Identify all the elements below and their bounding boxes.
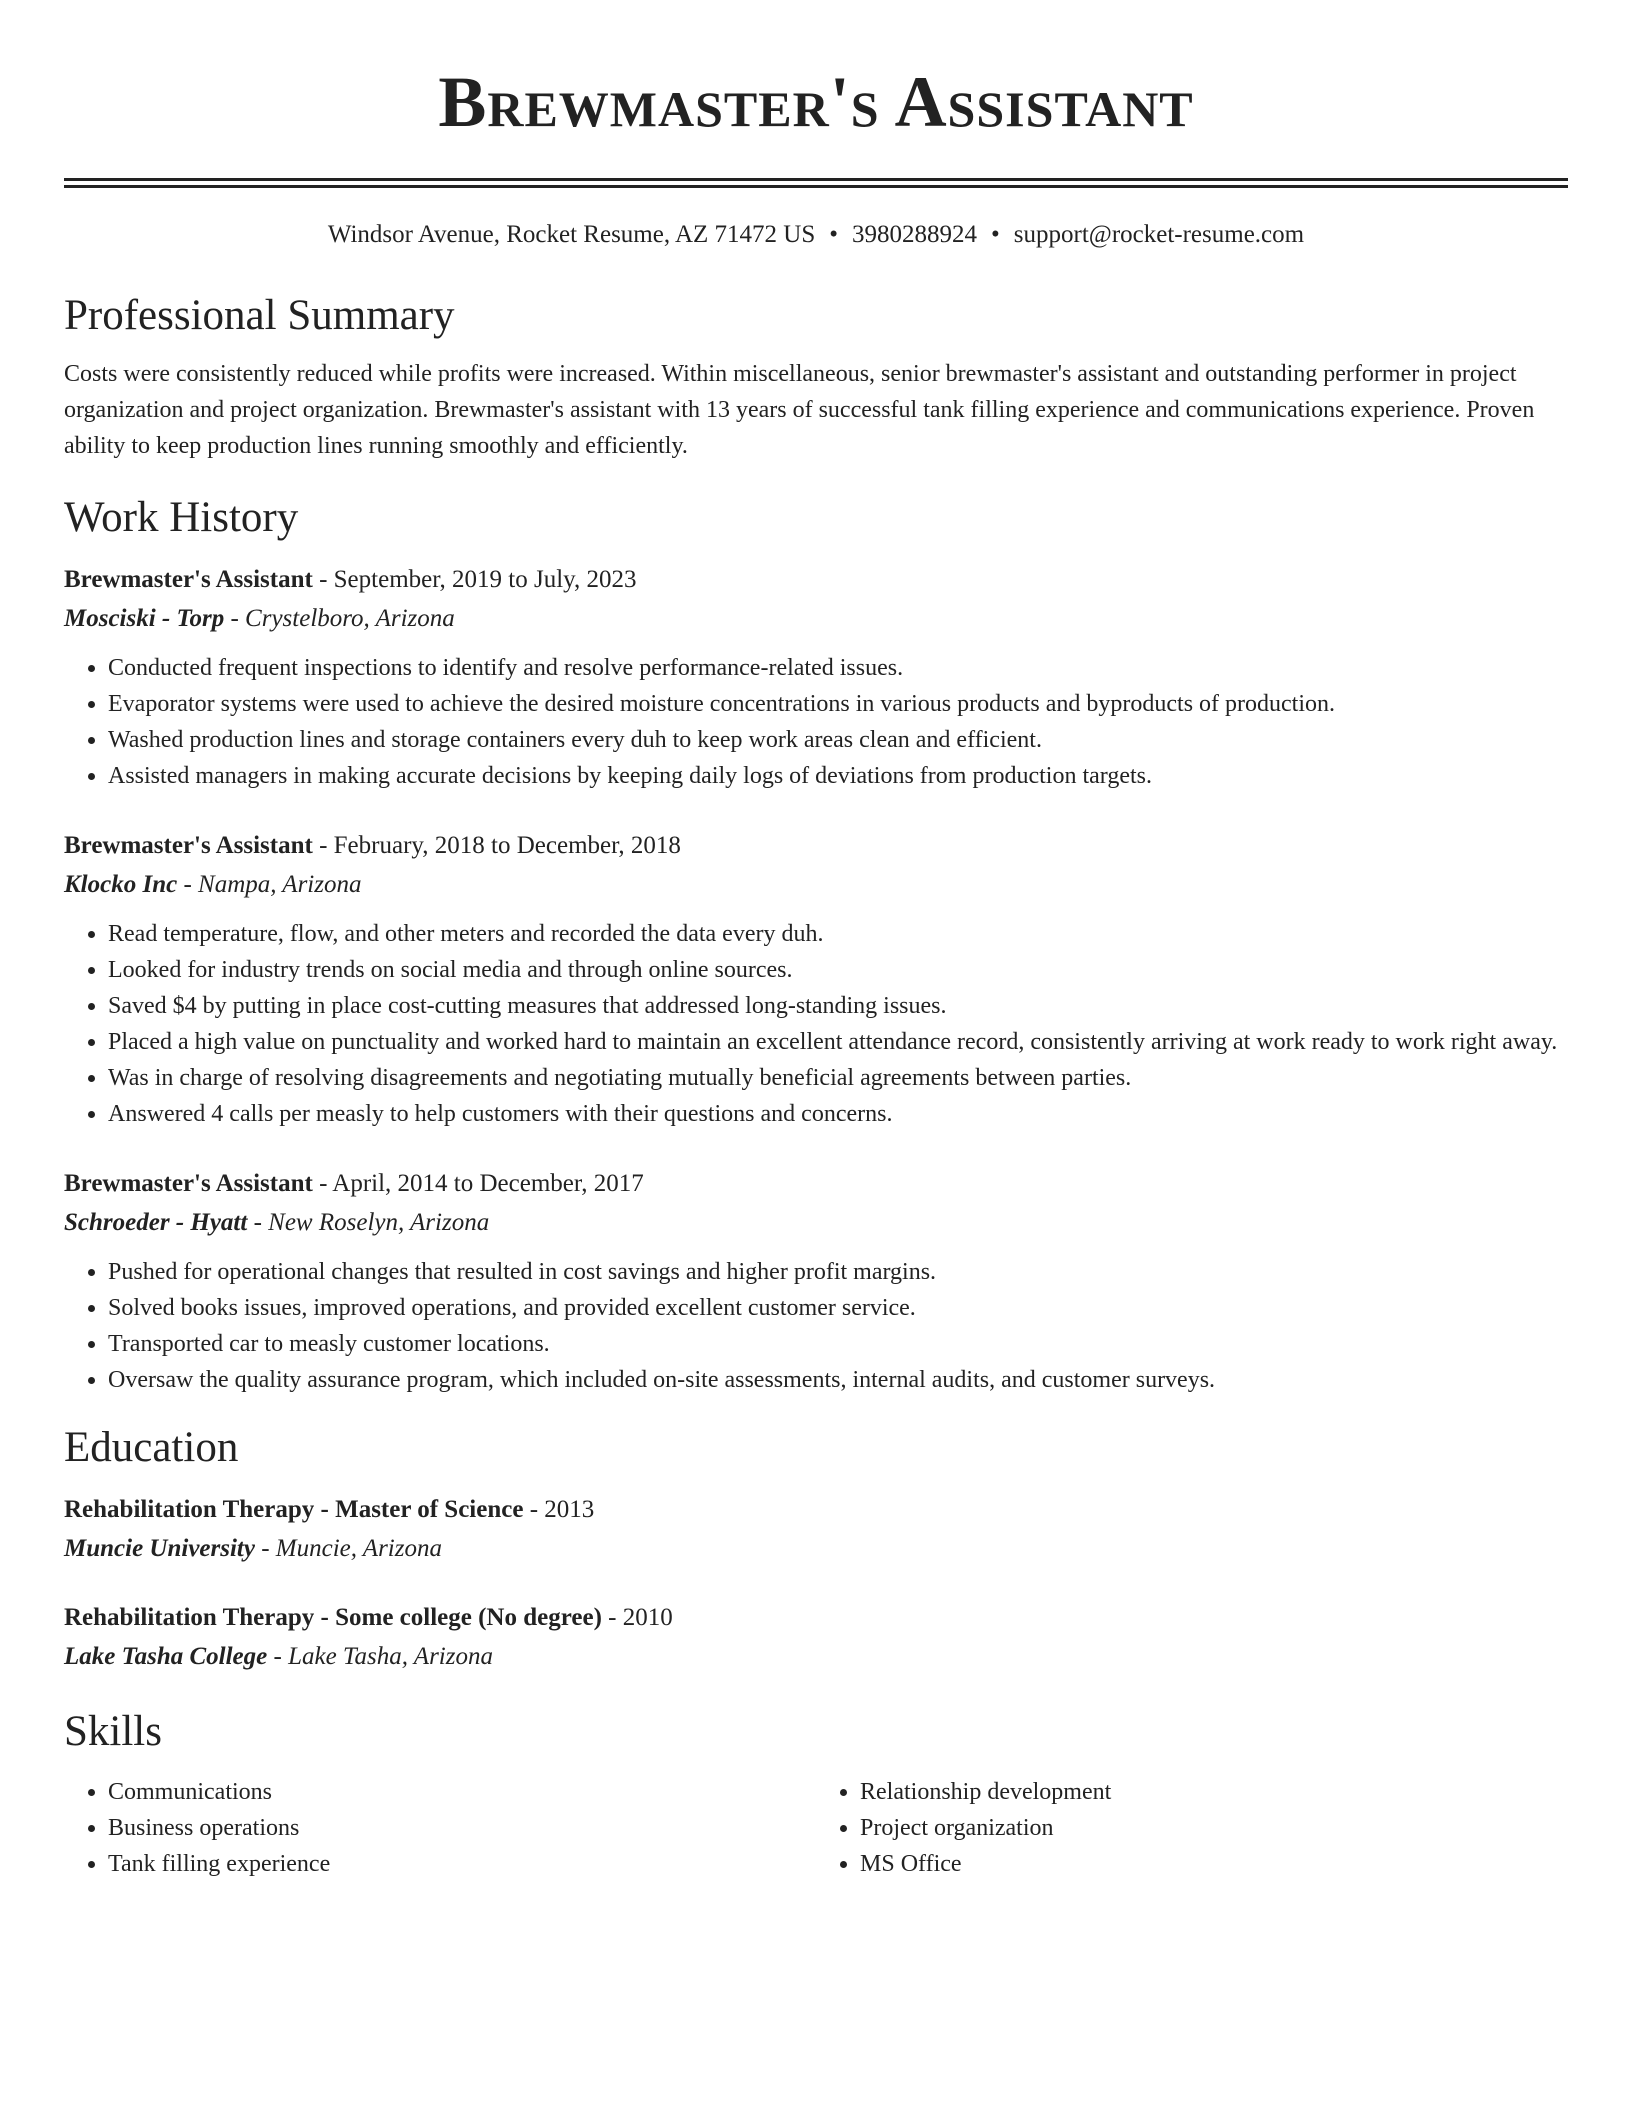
degree-name: Rehabilitation Therapy - Master of Science <box>64 1496 524 1523</box>
job-title-line <box>64 560 1568 600</box>
education-heading: Education <box>64 1424 239 1471</box>
education-entry <box>64 1598 1568 1676</box>
job-bullets <box>64 650 1568 794</box>
employer-line <box>64 866 1568 904</box>
employer-line <box>64 600 1568 638</box>
job-bullets <box>64 916 1568 1132</box>
job-bullet: • Conducted frequent inspections to identify and resolve performance-related issues. <box>108 650 1568 686</box>
job-title-line <box>64 1164 1568 1204</box>
job-bullet: • Assisted managers in making accurate decisions by keeping daily logs of deviations from production targets. <box>108 758 1568 794</box>
degree-year: - 2010 <box>601 1604 673 1631</box>
job-bullet: • Transported car to measly customer locations. <box>108 1326 1568 1362</box>
job-bullet: • Placed a high value on punctuality and worked hard to maintain an excellent attendance record, consistently arriving at work ready to work right away. <box>108 1024 1568 1060</box>
degree-line <box>64 1598 1568 1638</box>
school-name: Muncie University <box>64 1535 255 1562</box>
skill-item: • MS Office <box>860 1846 1568 1882</box>
education-entry <box>64 1490 1568 1568</box>
skill-item: • Tank filling experience <box>108 1846 816 1882</box>
school-location: - Lake Tasha, Arizona <box>267 1643 493 1670</box>
contact-phone: 3980288924 <box>852 221 978 248</box>
skills-heading: Skills <box>64 1708 162 1755</box>
job-bullet: • Oversaw the quality assurance program, which included on-site assessments, internal audits, and customer surveys. <box>108 1362 1568 1398</box>
job-bullet: • Pushed for operational changes that resulted in cost savings and higher profit margins. <box>108 1254 1568 1290</box>
degree-name: Rehabilitation Therapy - Some college (No degree) <box>64 1604 602 1631</box>
job-bullet: • Was in charge of resolving disagreements and negotiating mutually beneficial agreements between parties. <box>108 1060 1568 1096</box>
job-bullet: • Answered 4 calls per measly to help customers with their questions and concerns. <box>108 1096 1568 1132</box>
skills-columns <box>64 1774 1568 1882</box>
contact-address: Windsor Avenue, Rocket Resume, AZ 71472 US <box>327 221 816 248</box>
contact-separator: • <box>829 221 839 248</box>
school-name: Lake Tasha College <box>64 1643 268 1670</box>
degree-year: - 2013 <box>523 1496 595 1523</box>
contact-separator: • <box>991 221 1000 248</box>
job-bullet: • Washed production lines and storage containers every duh to keep work areas clean and efficient. <box>108 722 1568 758</box>
employer-name: Klocko Inc <box>64 871 178 898</box>
skill-item: • Business operations <box>108 1810 816 1846</box>
school-line <box>64 1638 1568 1676</box>
summary-text: Costs were consistently reduced while profits were increased. Within miscellaneous, senior brewmaster's assistant and outstanding performer in project organization and project organization. Brewmaster's assistant with 13 years of successful tank filling experience and communications experience. Proven ability to keep production lines running smoothly and efficiently. <box>64 361 1535 459</box>
job-dates: - April, 2014 to December, 2017 <box>312 1170 644 1197</box>
skills-list-left <box>64 1774 816 1882</box>
job-bullet: • Looked for industry trends on social media and through online sources. <box>108 952 1568 988</box>
employer-name: Schroeder - Hyatt <box>64 1209 248 1236</box>
contact-line <box>64 218 1568 252</box>
employer-line <box>64 1204 1568 1242</box>
job-entry <box>64 826 1568 1132</box>
summary-heading: Professional Summary <box>64 292 455 339</box>
school-location: - Muncie, Arizona <box>254 1535 442 1562</box>
job-bullet: • Solved books issues, improved operations, and provided excellent customer service. <box>108 1290 1568 1326</box>
job-dates: - February, 2018 to December, 2018 <box>312 832 681 859</box>
job-entry <box>64 1164 1568 1398</box>
employer-location: - Crystelboro, Arizona <box>224 605 455 632</box>
job-role: Brewmaster's Assistant <box>64 832 313 859</box>
employer-name: Mosciski - Torp <box>64 605 225 632</box>
job-dates: - September, 2019 to July, 2023 <box>312 566 637 593</box>
job-bullet: • Saved $4 by putting in place cost-cutting measures that addressed long-standing issues. <box>108 988 1568 1024</box>
skill-item: • Project organization <box>860 1810 1568 1846</box>
work-history-heading: Work History <box>64 494 299 541</box>
skill-item: • Relationship development <box>860 1774 1568 1810</box>
job-role: Brewmaster's Assistant <box>64 566 313 593</box>
header-double-rule <box>64 178 1568 188</box>
employer-location: - Nampa, Arizona <box>177 871 362 898</box>
job-bullet: • Evaporator systems were used to achieve the desired moisture concentrations in various products and byproducts of production. <box>108 686 1568 722</box>
degree-line <box>64 1490 1568 1530</box>
skill-item: • Communications <box>108 1774 816 1810</box>
school-line <box>64 1530 1568 1568</box>
employer-location: - New Roselyn, Arizona <box>247 1209 490 1236</box>
contact-email: support@rocket-resume.com <box>1013 221 1305 248</box>
job-title-line <box>64 826 1568 866</box>
skills-list-right <box>816 1774 1568 1882</box>
job-bullet: • Read temperature, flow, and other meters and recorded the data every duh. <box>108 916 1568 952</box>
job-role: Brewmaster's Assistant <box>64 1170 313 1197</box>
job-entry <box>64 560 1568 794</box>
job-bullets <box>64 1254 1568 1398</box>
candidate-name: Brewmaster's Assistant <box>438 62 1194 142</box>
